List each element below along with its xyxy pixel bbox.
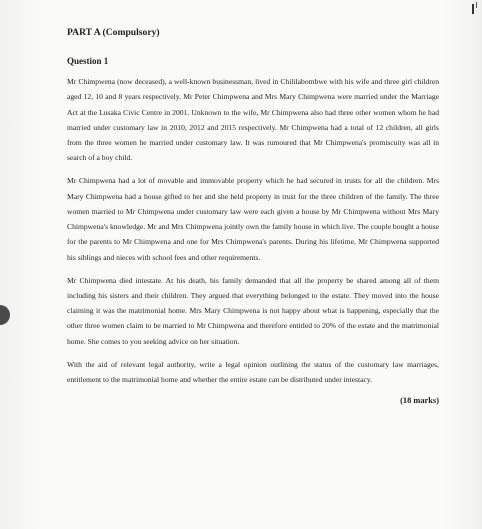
page-corner-mark [472,4,474,14]
marks-label: (18 marks) [400,395,439,405]
punch-hole [0,305,10,325]
question-title: Question 1 [67,56,109,66]
paragraph-task: With the aid of relevant legal authority, write a legal opinion outlining the status of the customary law marriages, entitlement to the matrimonial home and whether the entire estate can be distributed under intestacy. [67,359,439,384]
page-corner-mark-small [476,2,477,8]
part-title: PART A (Compulsory) [67,27,160,38]
paragraph-background: Mr Chimpwena (now deceased), a well-known businessman, lived in Chililabombwe with his wife and three girl children aged 12, 10 and 8 years respectively. Mr Peter Chimpwena and Mrs Mary Chimpwena were married under the Marriage Act at the Lusaka Civic Centre in 2001. Unknown to the wife, Mr Chimpwena also had three other women whom he had married under customary law in 2010, 2012 and 2015 respectively. Mr Chimpwena had a total of 12 children, all girls from the three women he married under customary law. It was rumoured that Mr Chimpwena's promiscuity was all in search of a boy child. [67,77,439,163]
paragraph-death-intestate: Mr Chimpwena died intestate. At his death, his family demanded that all the property be shared among all of them including his sisters and their children. They argued that everything belonged to the estate. They moved into the house claiming it was the matrimonial home. Mrs Mary Chimpwena is not happy about what is happening, especially that the other three women claim to be married to Mr Chimpwena and therefore entitled to 20% of the estate and the matrimonial home. She comes to you seeking advice on her situation. [67,275,439,346]
paragraph-property: Mr Chimpwena had a lot of movable and immovable property which he had secured in trusts for all the children. Mrs Mary Chimpwena had a house gifted to her and she held property in trust for the three children of the family. The three women married to Mr Chimpwena under customary law were each given a house by Mr Chimpwena without Mrs Mary Chimpwena's knowledge. Mr and Mrs Chimpwena jointly own the family house in which live. The couple bought a house for the parents to Mr Chimpwena and one for Mrs Chimpwena's parents. During his lifetime, Mr Chimpwena supported his siblings and nieces with school fees and other requirements. [67,176,439,262]
document-content [67,26,439,407]
